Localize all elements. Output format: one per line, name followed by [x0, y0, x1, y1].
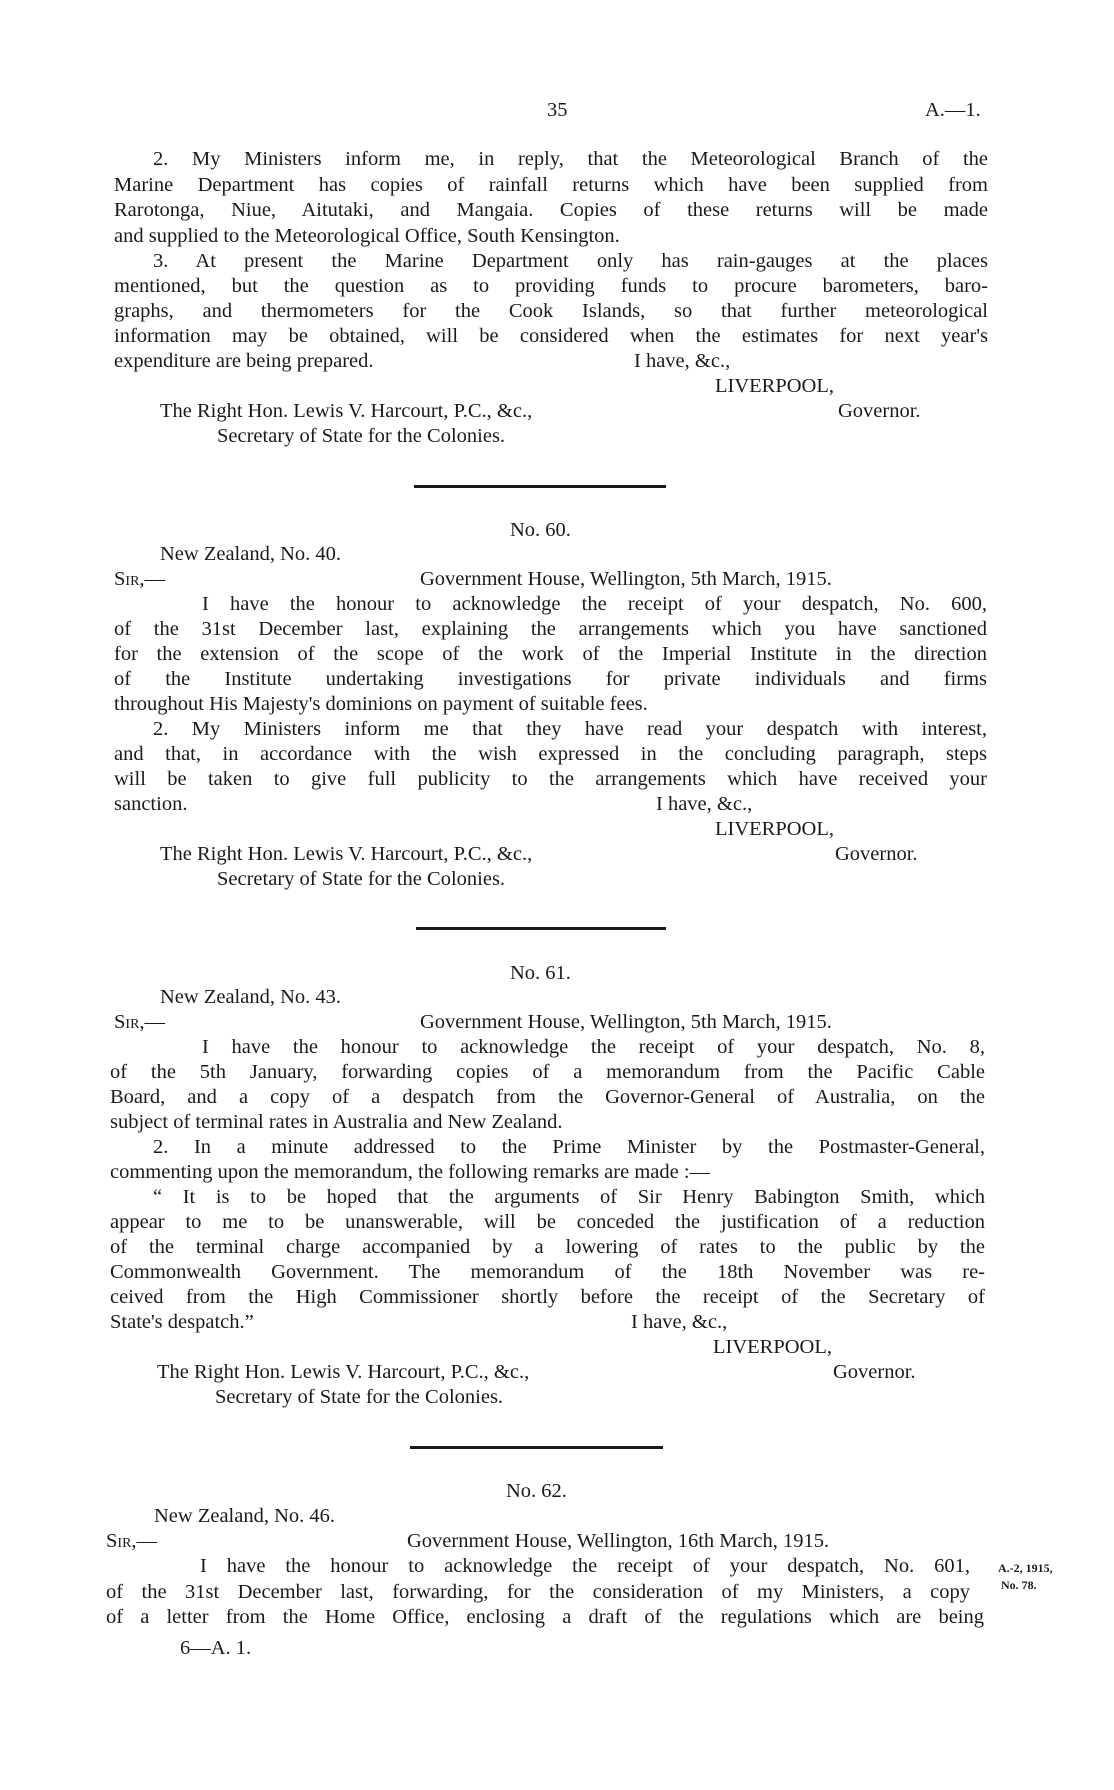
body-line: of the 31st December last, forwarding, for the consideration of my Ministers, a copy: [106, 1581, 970, 1603]
section-divider: [410, 1446, 663, 1449]
body-line: for the extension of the scope of the work of the Imperial Institute in the direction: [114, 643, 987, 665]
addressee-role: Secretary of State for the Colonies.: [217, 868, 506, 890]
addressee-role: Secretary of State for the Colonies.: [217, 425, 506, 447]
despatch-number: No. 60.: [510, 519, 571, 541]
body-line: and that, in accordance with the wish expressed in the concluding paragraph, steps: [114, 743, 987, 765]
quote-line: ceived from the High Commissioner shortly before the receipt of the Secretary of: [110, 1286, 985, 1308]
despatch-reference: New Zealand, No. 40.: [160, 543, 342, 565]
body-line: 2. In a minute addressed to the Prime Minister by the Postmaster-General,: [153, 1136, 985, 1158]
salutation: Sir,—: [106, 1530, 158, 1552]
body-line: I have the honour to acknowledge the receipt of your despatch, No. 601,: [200, 1555, 970, 1577]
signatory: LIVERPOOL,: [715, 818, 835, 840]
despatch-number: No. 62.: [506, 1480, 567, 1502]
top-para2-line: Marine Department has copies of rainfall returns which have been supplied from: [114, 174, 988, 196]
top-para2-line: 2. My Ministers inform me, in reply, that the Meteorological Branch of the: [153, 148, 988, 170]
body-line: I have the honour to acknowledge the receipt of your despatch, No. 600,: [202, 593, 987, 615]
addressee: The Right Hon. Lewis V. Harcourt, P.C., &c.,: [160, 400, 533, 422]
quote-line: appear to me to be unanswerable, will be conceded the justification of a reduction: [110, 1211, 985, 1233]
closing-formula: I have, &c.,: [634, 350, 731, 372]
section-divider: [414, 485, 666, 488]
place-date: Government House, Wellington, 16th March, 1915.: [407, 1530, 830, 1552]
top-para3-line: mentioned, but the question as to providing funds to procure barometers, baro-: [114, 275, 988, 297]
top-para3-line: information may be obtained, will be considered when the estimates for next year's: [114, 325, 988, 347]
top-para2-line: and supplied to the Meteorological Office, South Kensington.: [114, 225, 620, 247]
signatory: LIVERPOOL,: [713, 1336, 833, 1358]
section-divider: [416, 927, 666, 930]
quote-line: Commonwealth Government. The memorandum of the 18th November was re-: [110, 1261, 985, 1283]
addressee: The Right Hon. Lewis V. Harcourt, P.C., &c.,: [157, 1361, 530, 1383]
salutation: Sir,—: [114, 568, 166, 590]
page-number: 35: [547, 99, 568, 121]
body-line: will be taken to give full publicity to the arrangements which have received your: [114, 768, 987, 790]
paper-reference: A.—1.: [925, 99, 981, 121]
body-line: sanction.: [114, 793, 188, 815]
body-line: Board, and a copy of a despatch from the Governor-General of Australia, on the: [110, 1086, 985, 1108]
salutation: Sir,—: [114, 1011, 166, 1033]
signatory-title: Governor.: [835, 843, 918, 865]
addressee: The Right Hon. Lewis V. Harcourt, P.C., &c.,: [160, 843, 533, 865]
body-line: of a letter from the Home Office, enclosing a draft of the regulations which are being: [106, 1606, 984, 1628]
body-line: of the 5th January, forwarding copies of a memorandum from the Pacific Cable: [110, 1061, 985, 1083]
top-para2-line: Rarotonga, Niue, Aitutaki, and Mangaia. Copies of these returns will be made: [114, 199, 988, 221]
top-para3-last: expenditure are being prepared.: [114, 350, 374, 372]
top-para3-line: 3. At present the Marine Department only has rain-gauges at the places: [153, 250, 988, 272]
quote-line: “ It is to be hoped that the arguments of Sir Henry Babington Smith, which: [153, 1186, 985, 1208]
place-date: Government House, Wellington, 5th March, 1915.: [420, 1011, 832, 1033]
margin-reference: No. 78.: [1001, 1578, 1037, 1592]
despatch-reference: New Zealand, No. 43.: [160, 986, 342, 1008]
body-line: of the Institute undertaking investigations for private individuals and firms: [114, 668, 987, 690]
top-para3-line: graphs, and thermometers for the Cook Islands, so that further meteorological: [114, 300, 988, 322]
despatch-number: No. 61.: [510, 962, 571, 984]
place-date: Government House, Wellington, 5th March, 1915.: [420, 568, 832, 590]
margin-reference: A.-2, 1915,: [998, 1561, 1053, 1575]
body-line: throughout His Majesty's dominions on payment of suitable fees.: [114, 693, 648, 715]
body-line: 2. My Ministers inform me that they have read your despatch with interest,: [153, 718, 987, 740]
signatory-title: Governor.: [833, 1361, 916, 1383]
body-line: of the 31st December last, explaining the arrangements which you have sanctioned: [114, 618, 987, 640]
signatory: LIVERPOOL,: [715, 375, 835, 397]
despatch-reference: New Zealand, No. 46.: [154, 1505, 336, 1527]
signature-mark: 6—A. 1.: [180, 1637, 252, 1659]
addressee-role: Secretary of State for the Colonies.: [215, 1386, 504, 1408]
quote-line: of the terminal charge accompanied by a lowering of rates to the public by the: [110, 1236, 985, 1258]
signatory-title: Governor.: [838, 400, 921, 422]
closing-formula: I have, &c.,: [631, 1311, 728, 1333]
body-line: I have the honour to acknowledge the receipt of your despatch, No. 8,: [202, 1036, 985, 1058]
body-line: commenting upon the memorandum, the following remarks are made :—: [110, 1161, 711, 1183]
body-line: subject of terminal rates in Australia and New Zealand.: [110, 1111, 563, 1133]
quote-line: State's despatch.”: [110, 1311, 254, 1333]
closing-formula: I have, &c.,: [656, 793, 753, 815]
